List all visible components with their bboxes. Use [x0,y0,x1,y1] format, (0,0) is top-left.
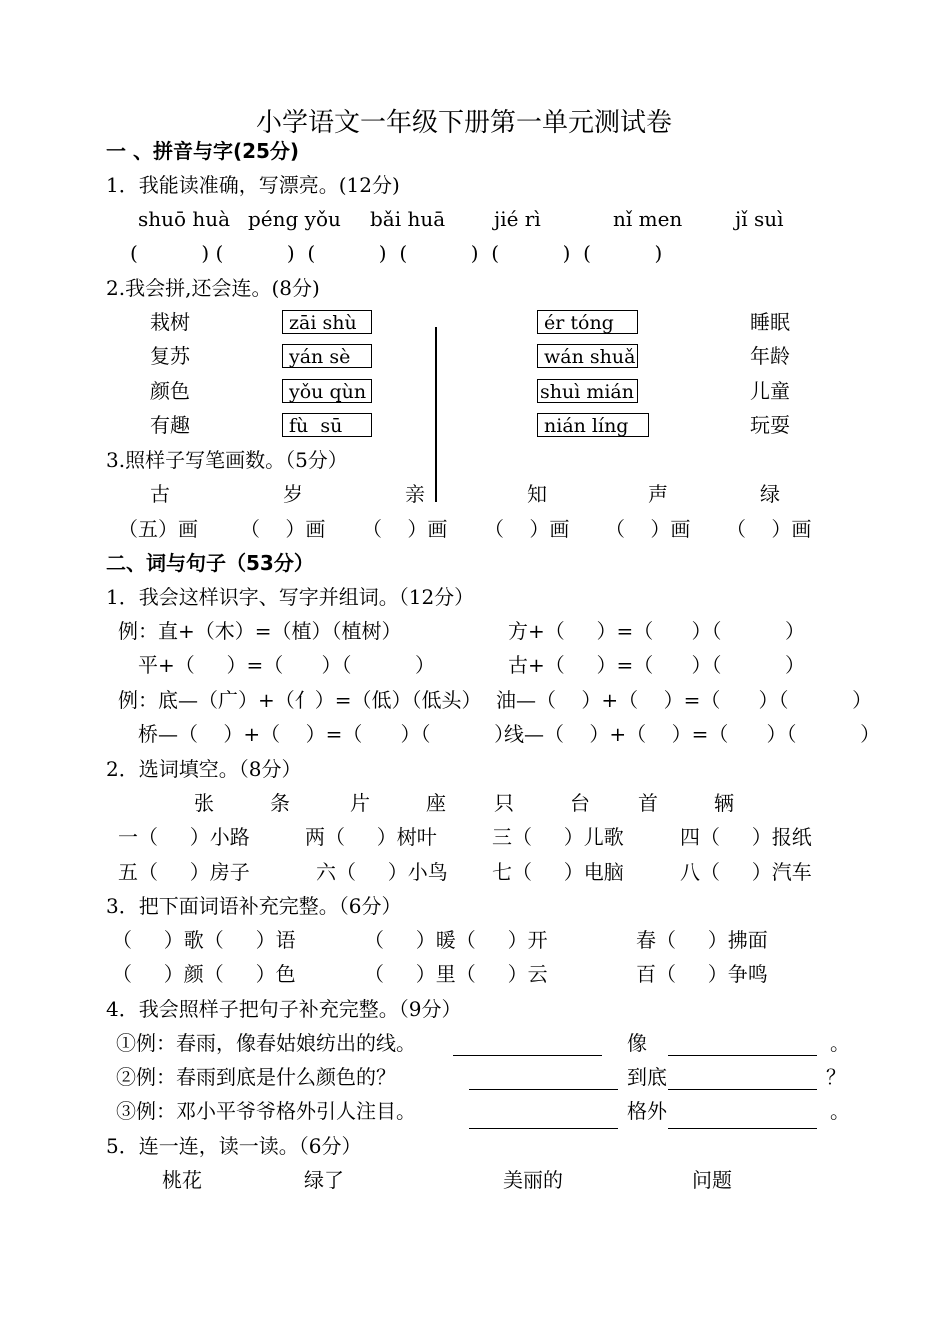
stroke-answer[interactable]: （ ）画 [484,517,570,541]
measure-word: 首 [638,791,658,815]
pinyin-item: bǎi huā [370,207,446,231]
right-word: 年龄 [750,344,790,368]
pinyin-box[interactable]: shuì mián [537,379,638,403]
question-2-3-prompt: 3．把下面词语补充完整。（6分） [106,894,402,918]
compose-row[interactable]: 古+（ ）=（ ）（ ） [508,653,806,677]
right-word: 玩耍 [750,413,790,437]
answer-line[interactable] [469,1089,618,1090]
question-2-2-prompt: 2．选词填空。（8分） [106,757,302,781]
measure-word: 座 [426,791,446,815]
left-word: 颜色 [150,379,190,403]
idiom-item[interactable]: （ ）颜（ ）色 [112,962,296,986]
answer-line[interactable] [453,1055,602,1056]
answer-line[interactable] [668,1089,817,1090]
fill-item[interactable]: 六（ ）小鸟 [316,860,448,884]
idiom-item[interactable]: （ ）里（ ）云 [364,962,548,986]
stroke-answer: （五）画 [118,517,198,541]
idiom-item[interactable]: （ ）歌（ ）语 [112,928,296,952]
idiom-item[interactable]: （ ）暖（ ）开 [364,928,548,952]
left-word: 有趣 [150,413,190,437]
pinyin-box[interactable]: wán shuǎ [537,344,638,368]
stroke-char: 知 [527,482,547,506]
fill-item[interactable]: 一（ ）小路 [118,825,250,849]
measure-word: 台 [570,791,590,815]
match-word[interactable]: 问题 [692,1168,732,1192]
idiom-item[interactable]: 春（ ）拂面 [636,928,768,952]
match-word[interactable]: 美丽的 [503,1168,563,1192]
question-2-1-prompt: 1．我会这样识字、写字并组词。（12分） [106,585,475,609]
pinyin-item: shuō huà [138,207,231,231]
measure-word: 片 [350,791,370,815]
fill-item[interactable]: 四（ ）报纸 [680,825,812,849]
compose-row[interactable]: 桥—（ ）+（ ）=（ ）（ ） [138,722,515,746]
stroke-answer[interactable]: （ ）画 [240,517,326,541]
sentence-end: ？ [826,1065,846,1089]
answer-line[interactable] [668,1128,817,1129]
sentence-example: ①例：春雨，像春姑娘纺出的线。 [116,1031,416,1055]
pinyin-box[interactable]: zāi shù [282,310,372,334]
stroke-char: 亲 [405,482,425,506]
fill-item[interactable]: 三（ ）儿歌 [492,825,624,849]
answer-blanks-row[interactable]: ( ) ( ) ( ) ( ) ( ) ( ) [130,241,663,265]
stroke-char: 古 [150,482,170,506]
pinyin-item: jié rì [494,207,541,231]
fill-item[interactable]: 八（ ）汽车 [680,860,812,884]
question-2-5-prompt: 5．连一连，读一读。（6分） [106,1134,362,1158]
section-heading-1: 一 、拼音与字(25分) [106,139,300,163]
match-word[interactable]: 桃花 [162,1168,202,1192]
answer-line[interactable] [668,1055,817,1056]
pinyin-item: nǐ men [613,207,683,231]
left-word: 复苏 [150,344,190,368]
measure-word: 辆 [714,791,734,815]
sentence-end: 。 [830,1031,850,1055]
question-1-3-prompt: 3.照样子写笔画数。（5分） [106,448,348,472]
question-1-1-prompt: 1．我能读准确，写漂亮。(12分) [106,173,400,197]
fill-item[interactable]: 五（ ）房子 [118,860,250,884]
pinyin-box[interactable]: yán sè [282,344,372,368]
stroke-char: 绿 [760,482,780,506]
question-1-2-prompt: 2.我会拼,还会连。(8分) [106,276,320,300]
page-title: 小学语文一年级下册第一单元测试卷 [256,108,673,138]
right-word: 儿童 [750,379,790,403]
stroke-char: 岁 [283,482,303,506]
fill-item[interactable]: 七（ ）电脑 [492,860,624,884]
stroke-answer[interactable]: （ ）画 [362,517,448,541]
fill-item[interactable]: 两（ ）树叶 [305,825,437,849]
pinyin-box[interactable]: nián líng [537,413,649,437]
idiom-item[interactable]: 百（ ）争鸣 [636,962,768,986]
section-heading-2: 二、词与句子（53分） [106,551,314,575]
sentence-keyword: 格外 [627,1099,667,1123]
measure-word: 张 [194,791,214,815]
sentence-example: ③例：邓小平爷爷格外引人注目。 [116,1099,416,1123]
measure-word: 条 [270,791,290,815]
stroke-char: 声 [648,482,668,506]
stroke-answer[interactable]: （ ）画 [726,517,812,541]
sentence-end: 。 [830,1099,850,1123]
measure-word: 只 [494,791,514,815]
compose-row[interactable]: 油—（ ）+（ ）=（ ）（ ） [496,688,873,712]
sentence-keyword: 像 [627,1031,647,1055]
compose-row[interactable]: 线—（ ）+（ ）=（ ）（ ） [504,722,881,746]
left-word: 栽树 [150,310,190,334]
pinyin-item: péng yǒu [248,207,341,231]
answer-line[interactable] [469,1128,618,1129]
pinyin-box[interactable]: yǒu qùn [282,379,372,403]
compose-row: 例：直+（木）=（植）（植树） [118,619,402,643]
stroke-answer[interactable]: （ ）画 [605,517,691,541]
compose-row[interactable]: 平+（ ）=（ ）（ ） [138,653,436,677]
pinyin-box[interactable]: fù sū [282,413,372,437]
divider-line [435,327,437,502]
question-2-4-prompt: 4．我会照样子把句子补充完整。（9分） [106,997,462,1021]
right-word: 睡眠 [750,310,790,334]
pinyin-box[interactable]: ér tóng [537,310,638,334]
pinyin-item: jǐ suì [735,207,784,231]
sentence-example: ②例：春雨到底是什么颜色的？ [116,1065,396,1089]
compose-row[interactable]: 方+（ ）=（ ）（ ） [508,619,806,643]
sentence-keyword: 到底 [627,1065,667,1089]
match-word[interactable]: 绿了 [304,1168,344,1192]
compose-row: 例：底—（广）+（亻）=（低）（低头） [118,688,482,712]
